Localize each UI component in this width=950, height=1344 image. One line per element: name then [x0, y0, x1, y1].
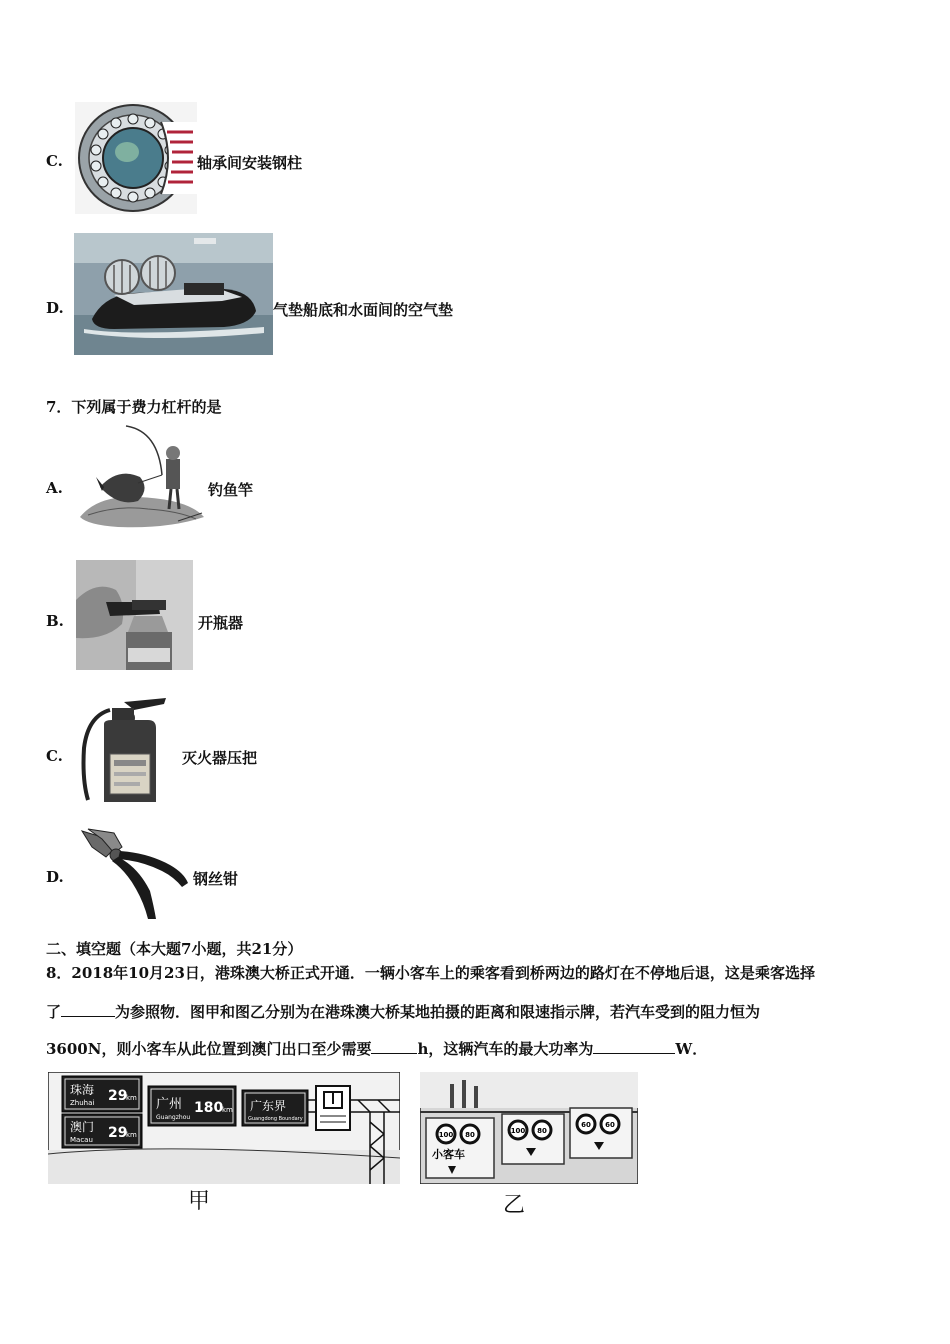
hovercraft-icon	[74, 233, 273, 355]
sign-macau	[62, 1114, 142, 1148]
sign-place: 广州	[156, 1097, 183, 1112]
option-text: 钓鱼竿	[208, 481, 254, 499]
sign-place: 珠海	[70, 1083, 95, 1097]
q6-option-d	[0, 232, 950, 357]
sign-distance: 180	[194, 1100, 224, 1116]
sign-guangdong-boundary	[242, 1090, 308, 1126]
sign-unit: km	[222, 1106, 233, 1114]
sign-pinyin: Zhuhai	[70, 1099, 95, 1107]
question-8-line-2: 了 为参照物．图甲和图乙分别为在港珠澳大桥某地拍摄的距离和限速指示牌，若汽车受到的阻力恒为	[46, 1003, 761, 1021]
speed-limit-value: 60	[605, 1121, 615, 1129]
sign-distance: 29	[108, 1125, 128, 1141]
sign-unit: km	[126, 1094, 137, 1102]
distance-sign-photo	[48, 1072, 400, 1184]
option-text: 轴承间安装钢柱	[197, 154, 303, 172]
sign-place: 广东界	[250, 1099, 287, 1113]
question-8-line-1: 8．2018年10月23日，港珠澳大桥正式开通．一辆小客车上的乘客看到桥两边的路灯在不停地后退，这是乘客选择	[46, 964, 815, 982]
sign-distance: 29	[108, 1088, 128, 1104]
option-text: 气垫船底和水面间的空气垫	[273, 301, 454, 319]
option-text: 钢丝钳	[193, 870, 239, 888]
sign-pinyin: Guangdong Boundary	[248, 1116, 303, 1122]
sign-guangzhou	[148, 1086, 236, 1126]
speed-limit-value: 100	[438, 1131, 454, 1139]
option-letter: B.	[46, 612, 64, 630]
q6-option-c	[0, 100, 950, 220]
option-letter: A.	[46, 479, 63, 497]
sign-pinyin: Guangzhou	[156, 1114, 191, 1121]
lane-label: 小客车	[432, 1148, 465, 1161]
sign-place: 澳门	[70, 1120, 95, 1134]
sign-pinyin: Macau	[70, 1136, 93, 1144]
speed-limit-value: 80	[465, 1131, 475, 1139]
answer-blank-reference[interactable]	[61, 1002, 115, 1017]
option-letter: D.	[46, 868, 64, 886]
speed-limit-value: 100	[510, 1127, 526, 1135]
option-letter: C.	[46, 747, 63, 765]
figure-yi	[420, 1072, 638, 1222]
figure-jia	[48, 1072, 400, 1217]
ball-bearing-icon	[75, 102, 197, 214]
answer-blank-time[interactable]	[371, 1039, 417, 1054]
section-heading: 二、填空题（本大题7小题，共21分）	[46, 940, 303, 958]
bottle-opener-icon	[76, 560, 193, 670]
option-letter: C.	[46, 152, 63, 170]
fishing-rod-icon	[78, 425, 206, 530]
question-7-stem: 7．下列属于费力杠杆的是	[46, 398, 222, 416]
speed-limit-photo	[420, 1072, 638, 1184]
sign-unit: km	[126, 1131, 137, 1139]
option-text: 灭火器压把	[182, 749, 258, 767]
answer-blank-power[interactable]	[593, 1039, 675, 1054]
option-text: 开瓶器	[198, 614, 244, 632]
speed-limit-value: 60	[581, 1121, 591, 1129]
exit-symbol-sign	[316, 1086, 350, 1130]
figure-caption-jia: 甲	[188, 1189, 211, 1214]
q7-option-c	[0, 692, 950, 804]
question-8	[46, 962, 926, 1062]
option-letter: D.	[46, 299, 64, 317]
speed-limit-value: 80	[537, 1127, 547, 1135]
figure-caption-yi: 乙	[503, 1193, 526, 1218]
question-8-line-3: 3600N，则小客车从此位置到澳门出口至少需要 h，这辆汽车的最大功率为 W．	[46, 1040, 708, 1058]
q7-option-a	[0, 425, 950, 535]
sign-zhuhai	[62, 1076, 142, 1112]
fire-extinguisher-icon	[78, 694, 170, 802]
pliers-icon	[78, 827, 190, 922]
q7-option-d	[0, 825, 950, 925]
q7-option-b	[0, 558, 950, 673]
